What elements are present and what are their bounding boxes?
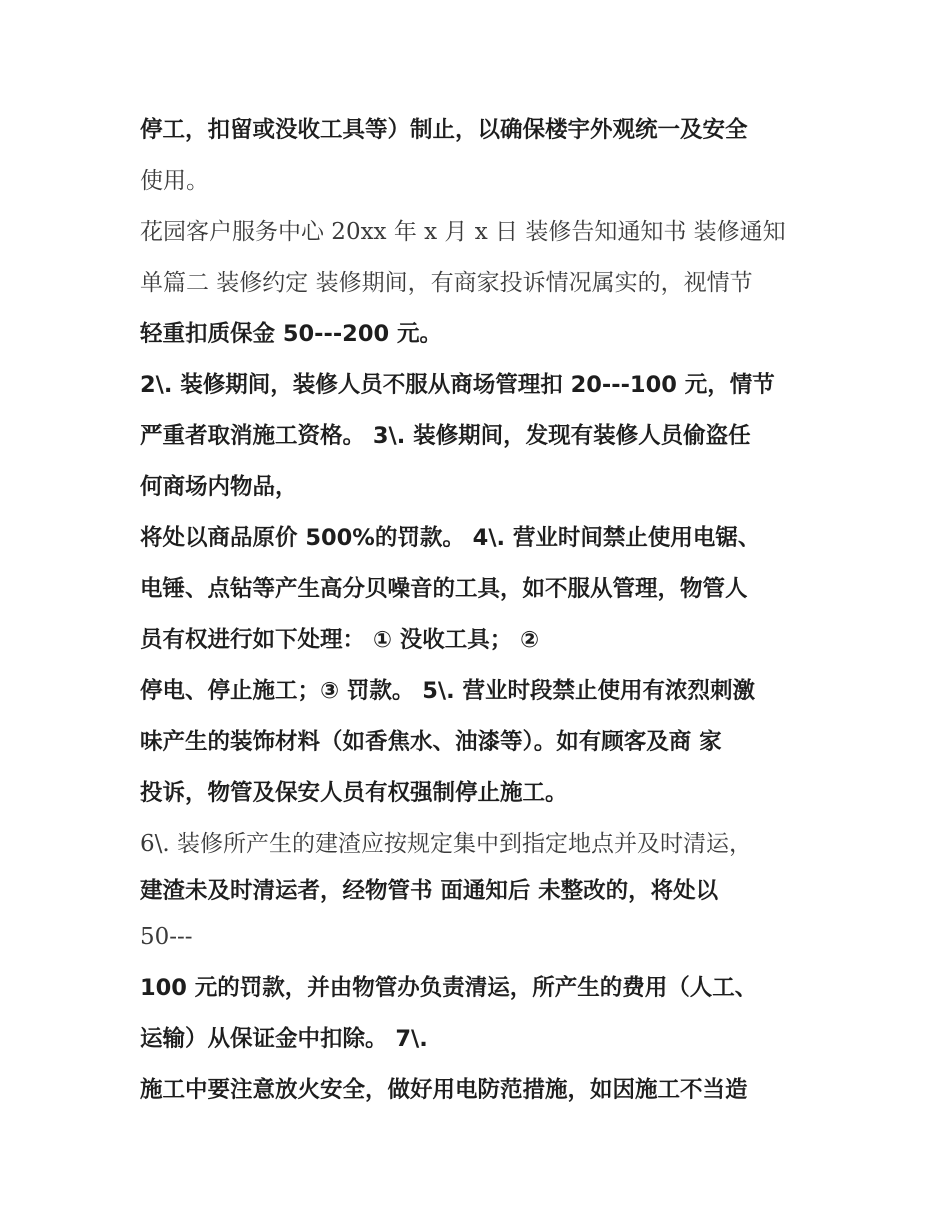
text-line: 建渣未及时清运者，经物管书 面通知后 未整改的，将处以	[140, 878, 719, 904]
text-line: 何商场内物品，	[140, 474, 298, 500]
text-line: 2\. 装修期间，装修人员不服从商场管理扣 20---100 元，情节	[140, 372, 775, 398]
text-line: 投诉，物管及保安人员有权强制停止施工。	[140, 780, 568, 806]
text-line: 将处以商品原价 500%的罚款。 4\. 营业时间禁止使用电锯、	[140, 525, 761, 551]
text-line: 停工，扣留或没收工具等）制止，以确保楼宇外观统一及安全	[140, 117, 748, 143]
text-line: 停电、停止施工；③ 罚款。 5\. 营业时段禁止使用有浓烈刺激	[140, 678, 755, 704]
text-line: 花园客户服务中心 20xx 年 x 月 x 日 装修告知通知书 装修通知	[140, 219, 786, 245]
text-line: 严重者取消施工资格。 3\. 装修期间，发现有装修人员偷盗任	[140, 423, 751, 449]
text-line: 100 元的罚款，并由物管办负责清运，所产生的费用（人工、	[140, 975, 758, 1001]
text-line: 使用。	[140, 168, 209, 194]
text-line: 施工中要注意放火安全，做好用电防范措施，如因施工不当造	[140, 1077, 748, 1103]
text-line: 味产生的装饰材料（如香焦水、油漆等）。如有顾客及商 家	[140, 729, 722, 755]
text-line: 运输）从保证金中扣除。 7\.	[140, 1026, 428, 1052]
text-line: 员有权进行如下处理： ① 没收工具； ②	[140, 627, 540, 653]
text-line: 电锤、点钻等产生高分贝噪音的工具，如不服从管理，物管人	[140, 576, 748, 602]
text-line: 轻重扣质保金 50---200 元。	[140, 321, 442, 347]
text-line: 6\. 装修所产生的建渣应按规定集中到指定地点并及时清运，	[140, 831, 753, 857]
text-line: 50---	[140, 924, 193, 950]
text-line: 单篇二 装修约定 装修期间，有商家投诉情况属实的，视情节	[140, 270, 753, 296]
